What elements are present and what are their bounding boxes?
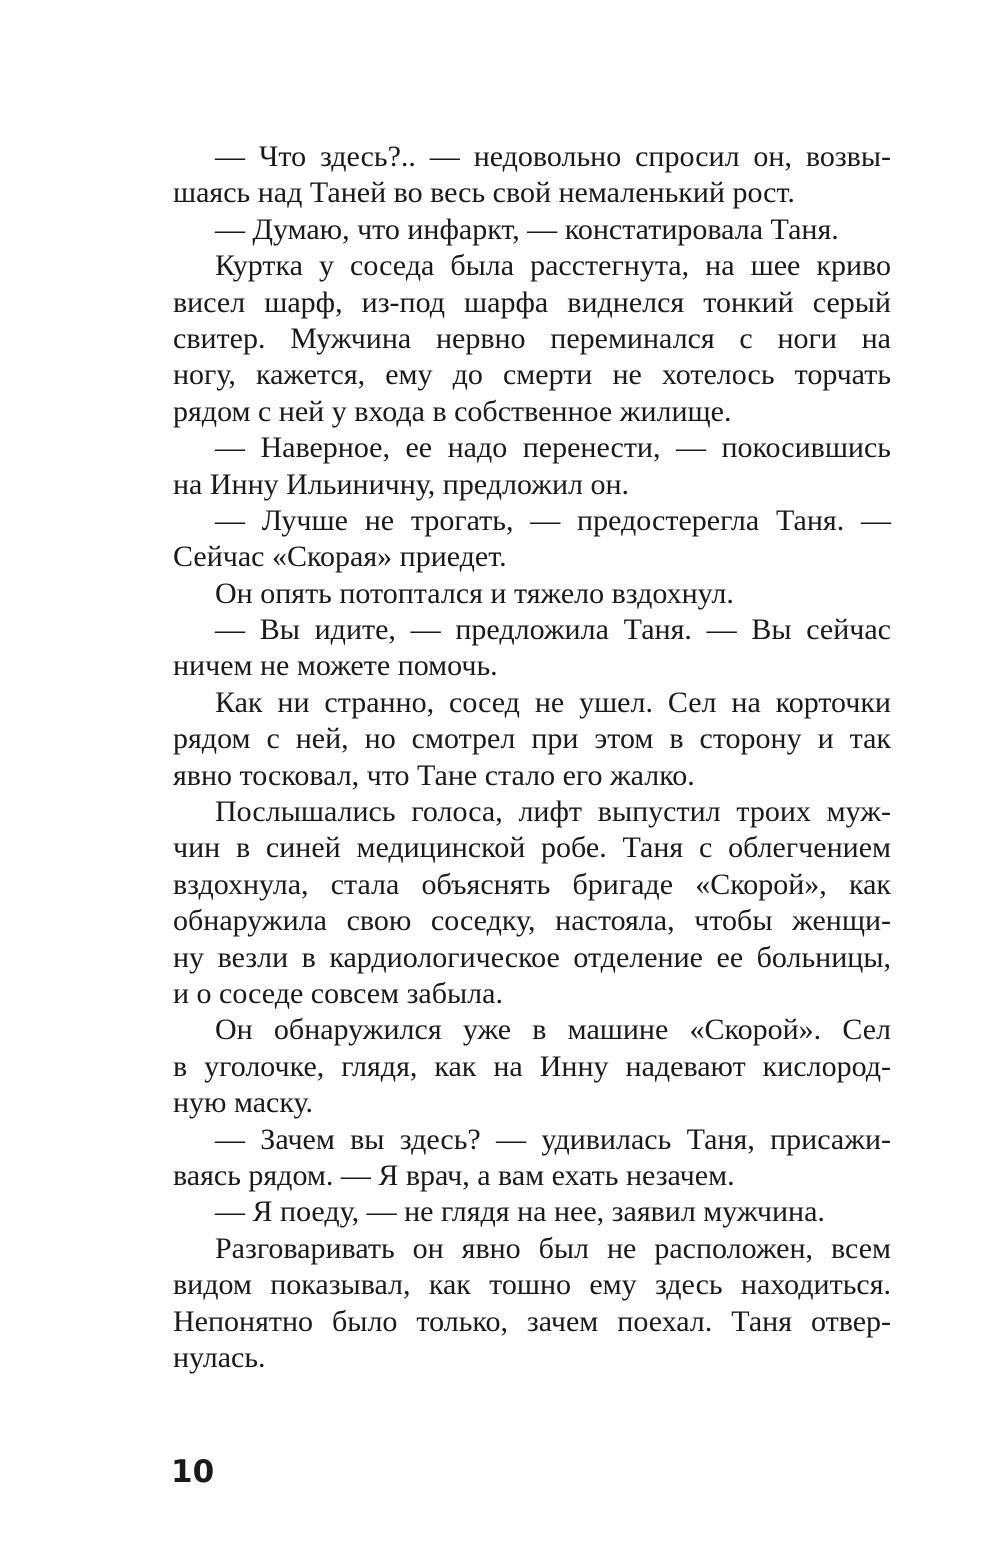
text-line: — Лучше не трогать, — предостерегла Таня. —: [215, 503, 891, 537]
text-line: обнаружила свою соседку, настояла, чтобы женщи-: [173, 904, 891, 938]
text-line: — Наверное, ее надо перенести, — покосившись: [215, 431, 891, 465]
text-line: — Я поеду, — не глядя на нее, заявил мужчина.: [215, 1195, 825, 1229]
text-line: Он обнаружился уже в машине «Скорой». Сел: [215, 1013, 891, 1047]
text-line: вздохнула, стала объяснять бригаде «Скорой», как: [173, 867, 891, 901]
text-line: чин в синей медицинской робе. Таня с облегчением: [173, 831, 891, 865]
text-line: ну везли в кардиологическое отделение ее больницы,: [173, 940, 891, 974]
text-line: ваясь рядом. — Я врач, а вам ехать незачем.: [173, 1158, 735, 1192]
body-text: [173, 139, 891, 1376]
text-line: — Зачем вы здесь? — удивилась Таня, присажи-: [215, 1122, 891, 1156]
text-line: ногу, кажется, ему до смерти не хотелось торчать: [173, 358, 891, 392]
text-line: Он опять потоптался и тяжело вздохнул.: [215, 576, 734, 610]
text-line: Куртка у соседа была расстегнута, на шее криво: [215, 249, 891, 283]
text-line: явно тосковал, что Тане стало его жалко.: [173, 758, 695, 792]
text-line: ничем не можете помочь.: [173, 649, 498, 683]
text-line: — Что здесь?.. — недовольно спросил он, возвы-: [215, 140, 891, 173]
text-line: видом показывал, как тошно ему здесь находиться.: [173, 1268, 891, 1302]
text-line: рядом с ней, но смотрел при этом в сторону и так: [173, 722, 891, 756]
text-line: Как ни странно, сосед не ушел. Сел на корточки: [215, 685, 891, 719]
text-line: нулась.: [173, 1340, 266, 1374]
text-line: Разговаривать он явно был не расположен, всем: [215, 1231, 891, 1265]
text-line: Послышались голоса, лифт выпустил троих муж-: [215, 795, 891, 829]
text-line: — Думаю, что инфаркт, — констатировала Таня.: [215, 212, 839, 246]
text-line: ную маску.: [173, 1086, 314, 1120]
text-line: Сейчас «Скорая» приедет.: [173, 540, 507, 574]
text-line: и о соседе совсем забыла.: [173, 976, 503, 1010]
text-line: шаясь над Таней во весь свой немаленький рост.: [173, 176, 795, 210]
page-number: 10: [171, 1454, 215, 1490]
text-line: висел шарф, из-под шарфа виднелся тонкий серый: [173, 285, 891, 319]
text-line: рядом с ней у входа в собственное жилище.: [173, 394, 732, 428]
text-line: Непонятно было только, зачем поехал. Таня отвер-: [173, 1304, 891, 1338]
text-line: в уголочке, глядя, как на Инну надевают кислород-: [173, 1049, 891, 1083]
text-line: — Вы идите, — предложила Таня. — Вы сейчас: [215, 613, 891, 647]
text-line: свитер. Мужчина нервно переминался с ноги на: [173, 321, 891, 355]
text-line: на Инну Ильиничну, предложил он.: [173, 467, 630, 501]
